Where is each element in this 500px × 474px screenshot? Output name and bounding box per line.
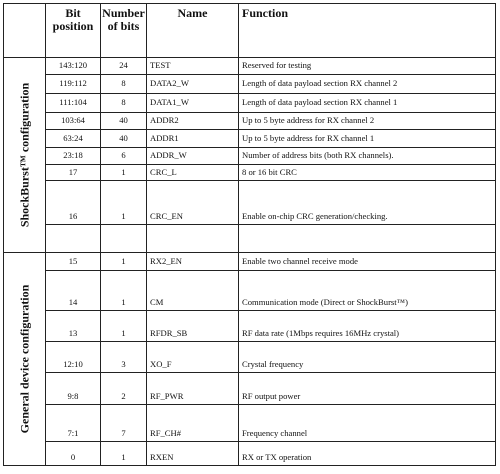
empty-cell bbox=[239, 225, 496, 253]
header-bit-position-line1: Bit bbox=[65, 6, 81, 20]
table-row bbox=[4, 373, 496, 405]
function-cell: Length of data payload section RX channel 1 bbox=[239, 94, 496, 113]
group-general bbox=[4, 253, 46, 466]
number-of-bits-cell: 8 bbox=[101, 75, 147, 94]
name-cell: RFDR_SB bbox=[147, 311, 239, 342]
number-of-bits-cell: 8 bbox=[101, 94, 147, 113]
function-cell: RX or TX operation bbox=[239, 442, 496, 466]
name-cell: ADDR1 bbox=[147, 130, 239, 148]
empty-cell bbox=[101, 225, 147, 253]
name-cell: CRC_L bbox=[147, 165, 239, 181]
empty-cell bbox=[46, 225, 101, 253]
bit-position-cell: 0 bbox=[46, 442, 101, 466]
header-number-of-bits bbox=[101, 4, 147, 58]
table-row bbox=[4, 75, 496, 94]
bit-position-cell: 13 bbox=[46, 311, 101, 342]
table-row bbox=[4, 94, 496, 113]
bit-position-cell: 17 bbox=[46, 165, 101, 181]
function-cell: RF output power bbox=[239, 373, 496, 405]
group-label-shockburst: ShockBurst™ configuration bbox=[17, 82, 32, 228]
number-of-bits-cell: 40 bbox=[101, 113, 147, 130]
table-row bbox=[4, 58, 496, 75]
function-cell: Number of address bits (both RX channels). bbox=[239, 148, 496, 165]
name-cell: ADDR2 bbox=[147, 113, 239, 130]
bit-position-cell: 103:64 bbox=[46, 113, 101, 130]
bit-position-cell: 23:18 bbox=[46, 148, 101, 165]
bit-position-cell: 15 bbox=[46, 253, 101, 271]
number-of-bits-cell: 1 bbox=[101, 442, 147, 466]
function-cell: Up to 5 byte address for RX channel 1 bbox=[239, 130, 496, 148]
name-cell: TEST bbox=[147, 58, 239, 75]
name-cell: DATA2_W bbox=[147, 75, 239, 94]
number-of-bits-cell: 40 bbox=[101, 130, 147, 148]
table-row bbox=[4, 311, 496, 342]
bit-position-cell: 119:112 bbox=[46, 75, 101, 94]
header-bit-position-line2: position bbox=[52, 19, 94, 34]
header-row bbox=[4, 4, 496, 58]
number-of-bits-cell: 1 bbox=[101, 311, 147, 342]
function-cell: 8 or 16 bit CRC bbox=[239, 165, 496, 181]
header-number-of-bits-line2: of bits bbox=[107, 19, 140, 34]
function-cell: Communication mode (Direct or ShockBurst™) bbox=[239, 271, 496, 311]
function-cell: RF data rate (1Mbps requires 16MHz crystal) bbox=[239, 311, 496, 342]
function-cell: Frequency channel bbox=[239, 405, 496, 442]
number-of-bits-cell: 24 bbox=[101, 58, 147, 75]
number-of-bits-cell: 3 bbox=[101, 342, 147, 373]
bit-position-cell: 16 bbox=[46, 181, 101, 225]
table-row bbox=[4, 405, 496, 442]
function-cell: Crystal frequency bbox=[239, 342, 496, 373]
function-cell: Up to 5 byte address for RX channel 2 bbox=[239, 113, 496, 130]
configuration-register-table bbox=[3, 3, 496, 466]
number-of-bits-cell: 2 bbox=[101, 373, 147, 405]
number-of-bits-cell: 1 bbox=[101, 253, 147, 271]
number-of-bits-cell: 1 bbox=[101, 165, 147, 181]
bit-position-cell: 9:8 bbox=[46, 373, 101, 405]
name-cell: XO_F bbox=[147, 342, 239, 373]
name-cell: ADDR_W bbox=[147, 148, 239, 165]
header-name: Name bbox=[147, 4, 239, 58]
table-row bbox=[4, 130, 496, 148]
table-row bbox=[4, 442, 496, 466]
name-cell: CRC_EN bbox=[147, 181, 239, 225]
bit-position-cell: 7:1 bbox=[46, 405, 101, 442]
table-row-empty bbox=[4, 225, 496, 253]
table-row bbox=[4, 148, 496, 165]
number-of-bits-cell: 6 bbox=[101, 148, 147, 165]
bit-position-cell: 111:104 bbox=[46, 94, 101, 113]
table-row bbox=[4, 271, 496, 311]
header-function: Function bbox=[239, 4, 496, 58]
group-shockburst bbox=[4, 58, 46, 253]
header-bit-position bbox=[46, 4, 101, 58]
group-label-general: General device configuration bbox=[17, 284, 32, 434]
function-cell: Length of data payload section RX channel 2 bbox=[239, 75, 496, 94]
function-cell: Reserved for testing bbox=[239, 58, 496, 75]
name-cell: DATA1_W bbox=[147, 94, 239, 113]
number-of-bits-cell: 7 bbox=[101, 405, 147, 442]
name-cell: CM bbox=[147, 271, 239, 311]
table-row bbox=[4, 181, 496, 225]
bit-position-cell: 63:24 bbox=[46, 130, 101, 148]
table-row bbox=[4, 253, 496, 271]
number-of-bits-cell: 1 bbox=[101, 181, 147, 225]
name-cell: RX2_EN bbox=[147, 253, 239, 271]
header-number-of-bits-line1: Number bbox=[102, 6, 145, 20]
table-row bbox=[4, 165, 496, 181]
name-cell: RF_CH# bbox=[147, 405, 239, 442]
bit-position-cell: 143:120 bbox=[46, 58, 101, 75]
table-row bbox=[4, 342, 496, 373]
name-cell: RF_PWR bbox=[147, 373, 239, 405]
header-group-blank bbox=[4, 4, 46, 58]
name-cell: RXEN bbox=[147, 442, 239, 466]
number-of-bits-cell: 1 bbox=[101, 271, 147, 311]
bit-position-cell: 14 bbox=[46, 271, 101, 311]
empty-cell bbox=[147, 225, 239, 253]
function-cell: Enable two channel receive mode bbox=[239, 253, 496, 271]
table-row bbox=[4, 113, 496, 130]
function-cell: Enable on-chip CRC generation/checking. bbox=[239, 181, 496, 225]
bit-position-cell: 12:10 bbox=[46, 342, 101, 373]
